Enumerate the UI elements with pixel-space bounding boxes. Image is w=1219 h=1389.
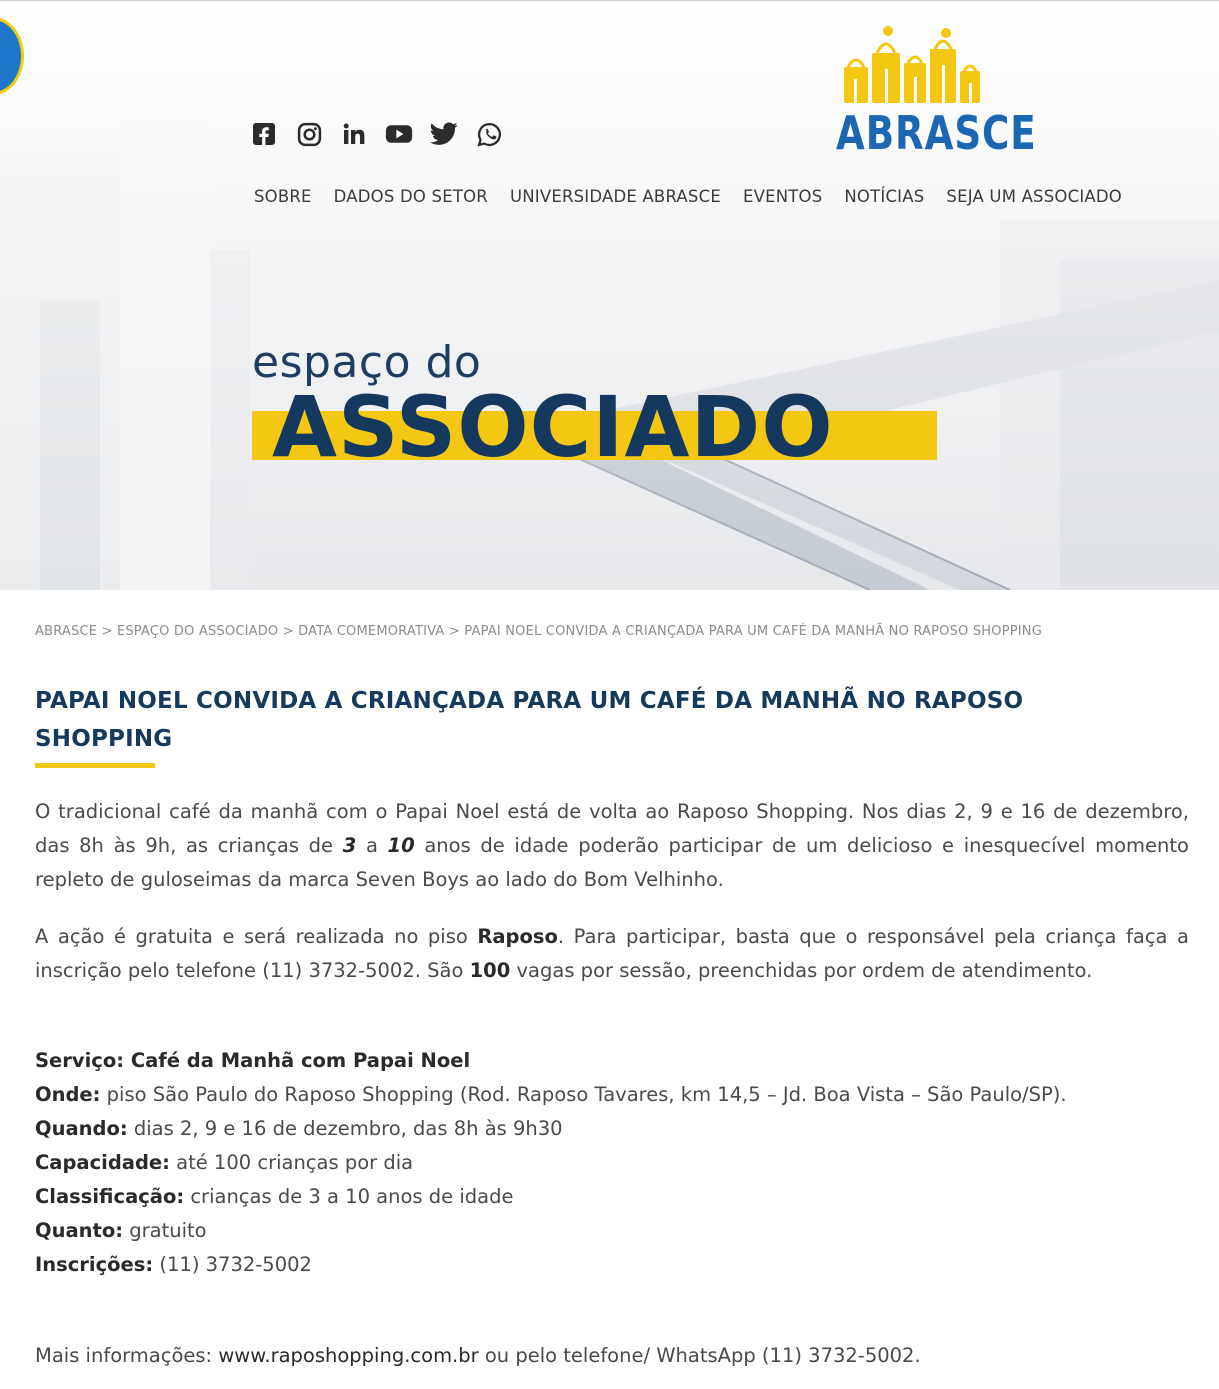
nav-item-seja-um-associado[interactable]: SEJA UM ASSOCIADO xyxy=(946,187,1122,206)
social-links xyxy=(250,119,503,149)
detail-row-inscricoes xyxy=(35,1248,1189,1282)
detail-value: até 100 crianças por dia xyxy=(169,1151,414,1174)
detail-row-servico xyxy=(35,1044,1189,1078)
service-details xyxy=(35,1044,1189,1282)
article-paragraph-2 xyxy=(35,920,1189,988)
detail-label: Serviço: Café da Manhã com Papai Noel xyxy=(35,1049,471,1072)
breadcrumb-separator: > xyxy=(282,624,299,639)
youtube-icon[interactable] xyxy=(385,120,413,148)
paragraph-text: vagas por sessão, preenchidas por ordem de atendimento. xyxy=(510,959,1093,982)
main-nav xyxy=(254,187,1122,206)
nav-item-eventos[interactable]: EVENTOS xyxy=(742,187,823,206)
detail-label: Inscrições: xyxy=(35,1253,154,1276)
breadcrumb-item-espaco-do-associado[interactable]: ESPAÇO DO ASSOCIADO xyxy=(116,624,279,639)
vagas-count: 100 xyxy=(469,959,511,982)
detail-row-classificacao xyxy=(35,1180,1189,1214)
breadcrumb-separator: > xyxy=(101,624,117,639)
age-max: 10 xyxy=(387,834,415,857)
more-info-suffix: ou pelo telefone/ WhatsApp (11) 3732-5002. xyxy=(478,1344,921,1367)
facebook-icon[interactable] xyxy=(250,120,278,148)
nav-item-universidade-abrasce[interactable]: UNIVERSIDADE ABRASCE xyxy=(509,187,721,206)
whatsapp-icon[interactable] xyxy=(475,120,503,148)
breadcrumb-item-abrasce[interactable]: ABRASCE xyxy=(35,624,98,639)
article-paragraph-1 xyxy=(35,795,1189,897)
raposo-shopping-link[interactable]: www.raposhopping.com.br xyxy=(218,1344,479,1367)
paragraph-text: A ação é gratuita e será realizada no piso xyxy=(35,925,478,948)
logo-text: ABRASCE xyxy=(836,106,1037,160)
paragraph-text: . Para participar, basta que o responsável pela criança faça a inscrição pelo telefone (11) 3732-5002. São xyxy=(35,925,1189,982)
hero-subtitle: espaço do xyxy=(252,337,482,388)
floor-name: Raposo xyxy=(477,925,558,948)
more-info xyxy=(35,1339,921,1373)
detail-value: crianças de 3 a 10 anos de idade xyxy=(184,1185,514,1208)
detail-value: gratuito xyxy=(123,1219,207,1242)
detail-value: dias 2, 9 e 16 de dezembro, das 8h às 9h30 xyxy=(127,1117,563,1140)
detail-value: (11) 3732-5002 xyxy=(153,1253,312,1276)
detail-row-quando xyxy=(35,1112,1189,1146)
title-underline xyxy=(35,763,155,768)
hero-title: ASSOCIADO xyxy=(272,378,834,476)
age-min: 3 xyxy=(342,834,357,857)
detail-row-capacidade xyxy=(35,1146,1189,1180)
hero-background-image xyxy=(0,1,1219,590)
more-info-prefix: Mais informações: xyxy=(35,1344,219,1367)
paragraph-text: anos de idade poderão participar de um delicioso e inesquecível momento repleto de guloseimas da marca Seven Boys ao lado do Bom Velhinho. xyxy=(35,834,1189,891)
detail-label: Quando: xyxy=(35,1117,128,1140)
detail-label: Quanto: xyxy=(35,1219,124,1242)
breadcrumb-item-current: PAPAI NOEL CONVIDA A CRIANÇADA PARA UM CAFÉ DA MANHÃ NO RAPOSO SHOPPING xyxy=(464,624,1043,639)
breadcrumb-item-data-comemorativa[interactable]: DATA COMEMORATIVA xyxy=(298,624,445,639)
paragraph-text: O tradicional café da manhã com o Papai Noel está de volta ao Raposo Shopping. Nos dias 2, 9 e 16 de dezembro, das 8h às 9h, as crianças de xyxy=(35,800,1189,857)
detail-label: Onde: xyxy=(35,1083,101,1106)
detail-label: Capacidade: xyxy=(35,1151,170,1174)
nav-item-noticias[interactable]: NOTÍCIAS xyxy=(844,187,925,206)
breadcrumb-separator: > xyxy=(448,624,465,639)
detail-row-onde xyxy=(35,1078,1189,1112)
instagram-icon[interactable] xyxy=(295,120,323,148)
breadcrumb xyxy=(35,624,1042,639)
article-title: PAPAI NOEL CONVIDA A CRIANÇADA PARA UM CAFÉ DA MANHÃ NO RAPOSO SHOPPING xyxy=(35,688,1024,752)
paragraph-text: a xyxy=(356,834,388,857)
linkedin-icon[interactable] xyxy=(340,120,368,148)
nav-item-dados-do-setor[interactable]: DADOS DO SETOR xyxy=(333,187,488,206)
detail-row-quanto xyxy=(35,1214,1189,1248)
detail-label: Classificação: xyxy=(35,1185,185,1208)
hero-banner xyxy=(0,0,1219,590)
nav-item-sobre[interactable]: SOBRE xyxy=(254,187,312,206)
detail-value: piso São Paulo do Raposo Shopping (Rod. Raposo Tavares, km 14,5 – Jd. Boa Vista – São Paulo/SP). xyxy=(100,1083,1067,1106)
twitter-icon[interactable] xyxy=(430,120,458,148)
